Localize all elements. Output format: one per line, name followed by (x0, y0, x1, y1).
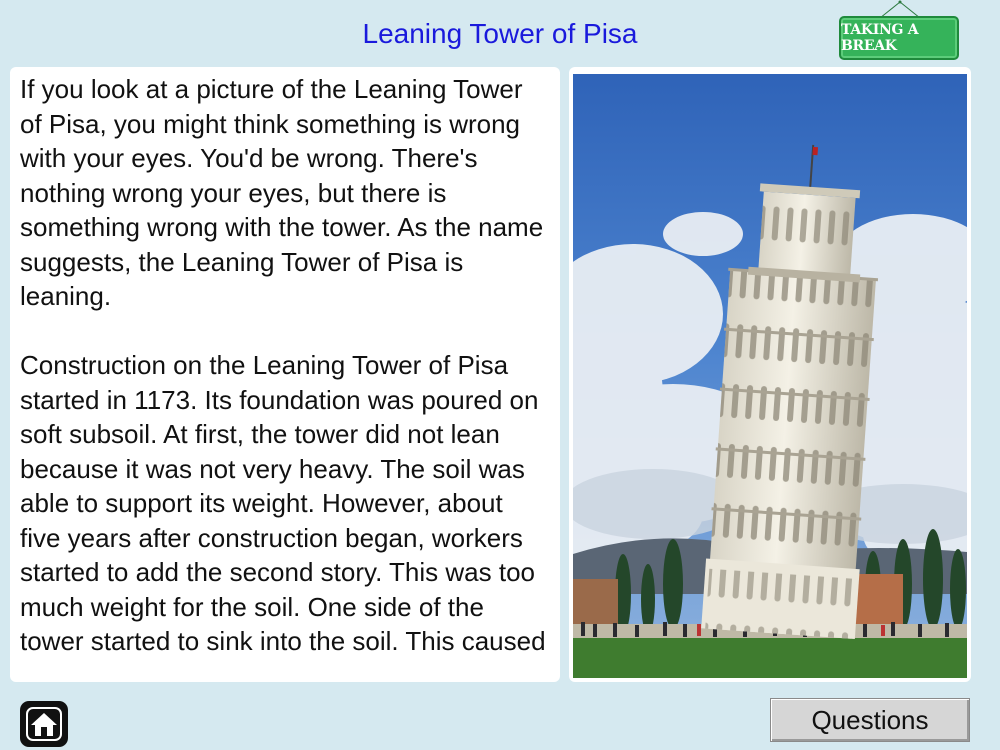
image-panel (569, 67, 971, 682)
leaning-tower-photo (573, 74, 967, 678)
passage-paragraph: Construction on the Leaning Tower of Pisa started in 1173. Its foundation was poured on soft subsoil. At first, the tower did not lean because it was not very heavy. The soil was able to support its weight. However, about five years after construction began, workers started to add the second story. This was too much weight for the soil. One side of the tower started to sink into the soil. This caused (20, 350, 546, 656)
home-button[interactable] (20, 701, 68, 747)
page-title: Leaning Tower of Pisa (362, 18, 638, 49)
taking-a-break-button[interactable]: TAKING A BREAK (839, 16, 959, 60)
reading-passage-panel[interactable] (10, 67, 560, 682)
passage-paragraph: If you look at a picture of the Leaning Tower of Pisa, you might think something is wrong with your eyes. You'd be wrong. There's nothing wrong your eyes, but there is something wrong with the tower. As the name suggests, the Leaning Tower of Pisa is leaning. (20, 74, 544, 311)
home-icon (25, 706, 63, 742)
reading-passage (20, 72, 550, 682)
questions-button[interactable]: Questions (770, 698, 970, 742)
